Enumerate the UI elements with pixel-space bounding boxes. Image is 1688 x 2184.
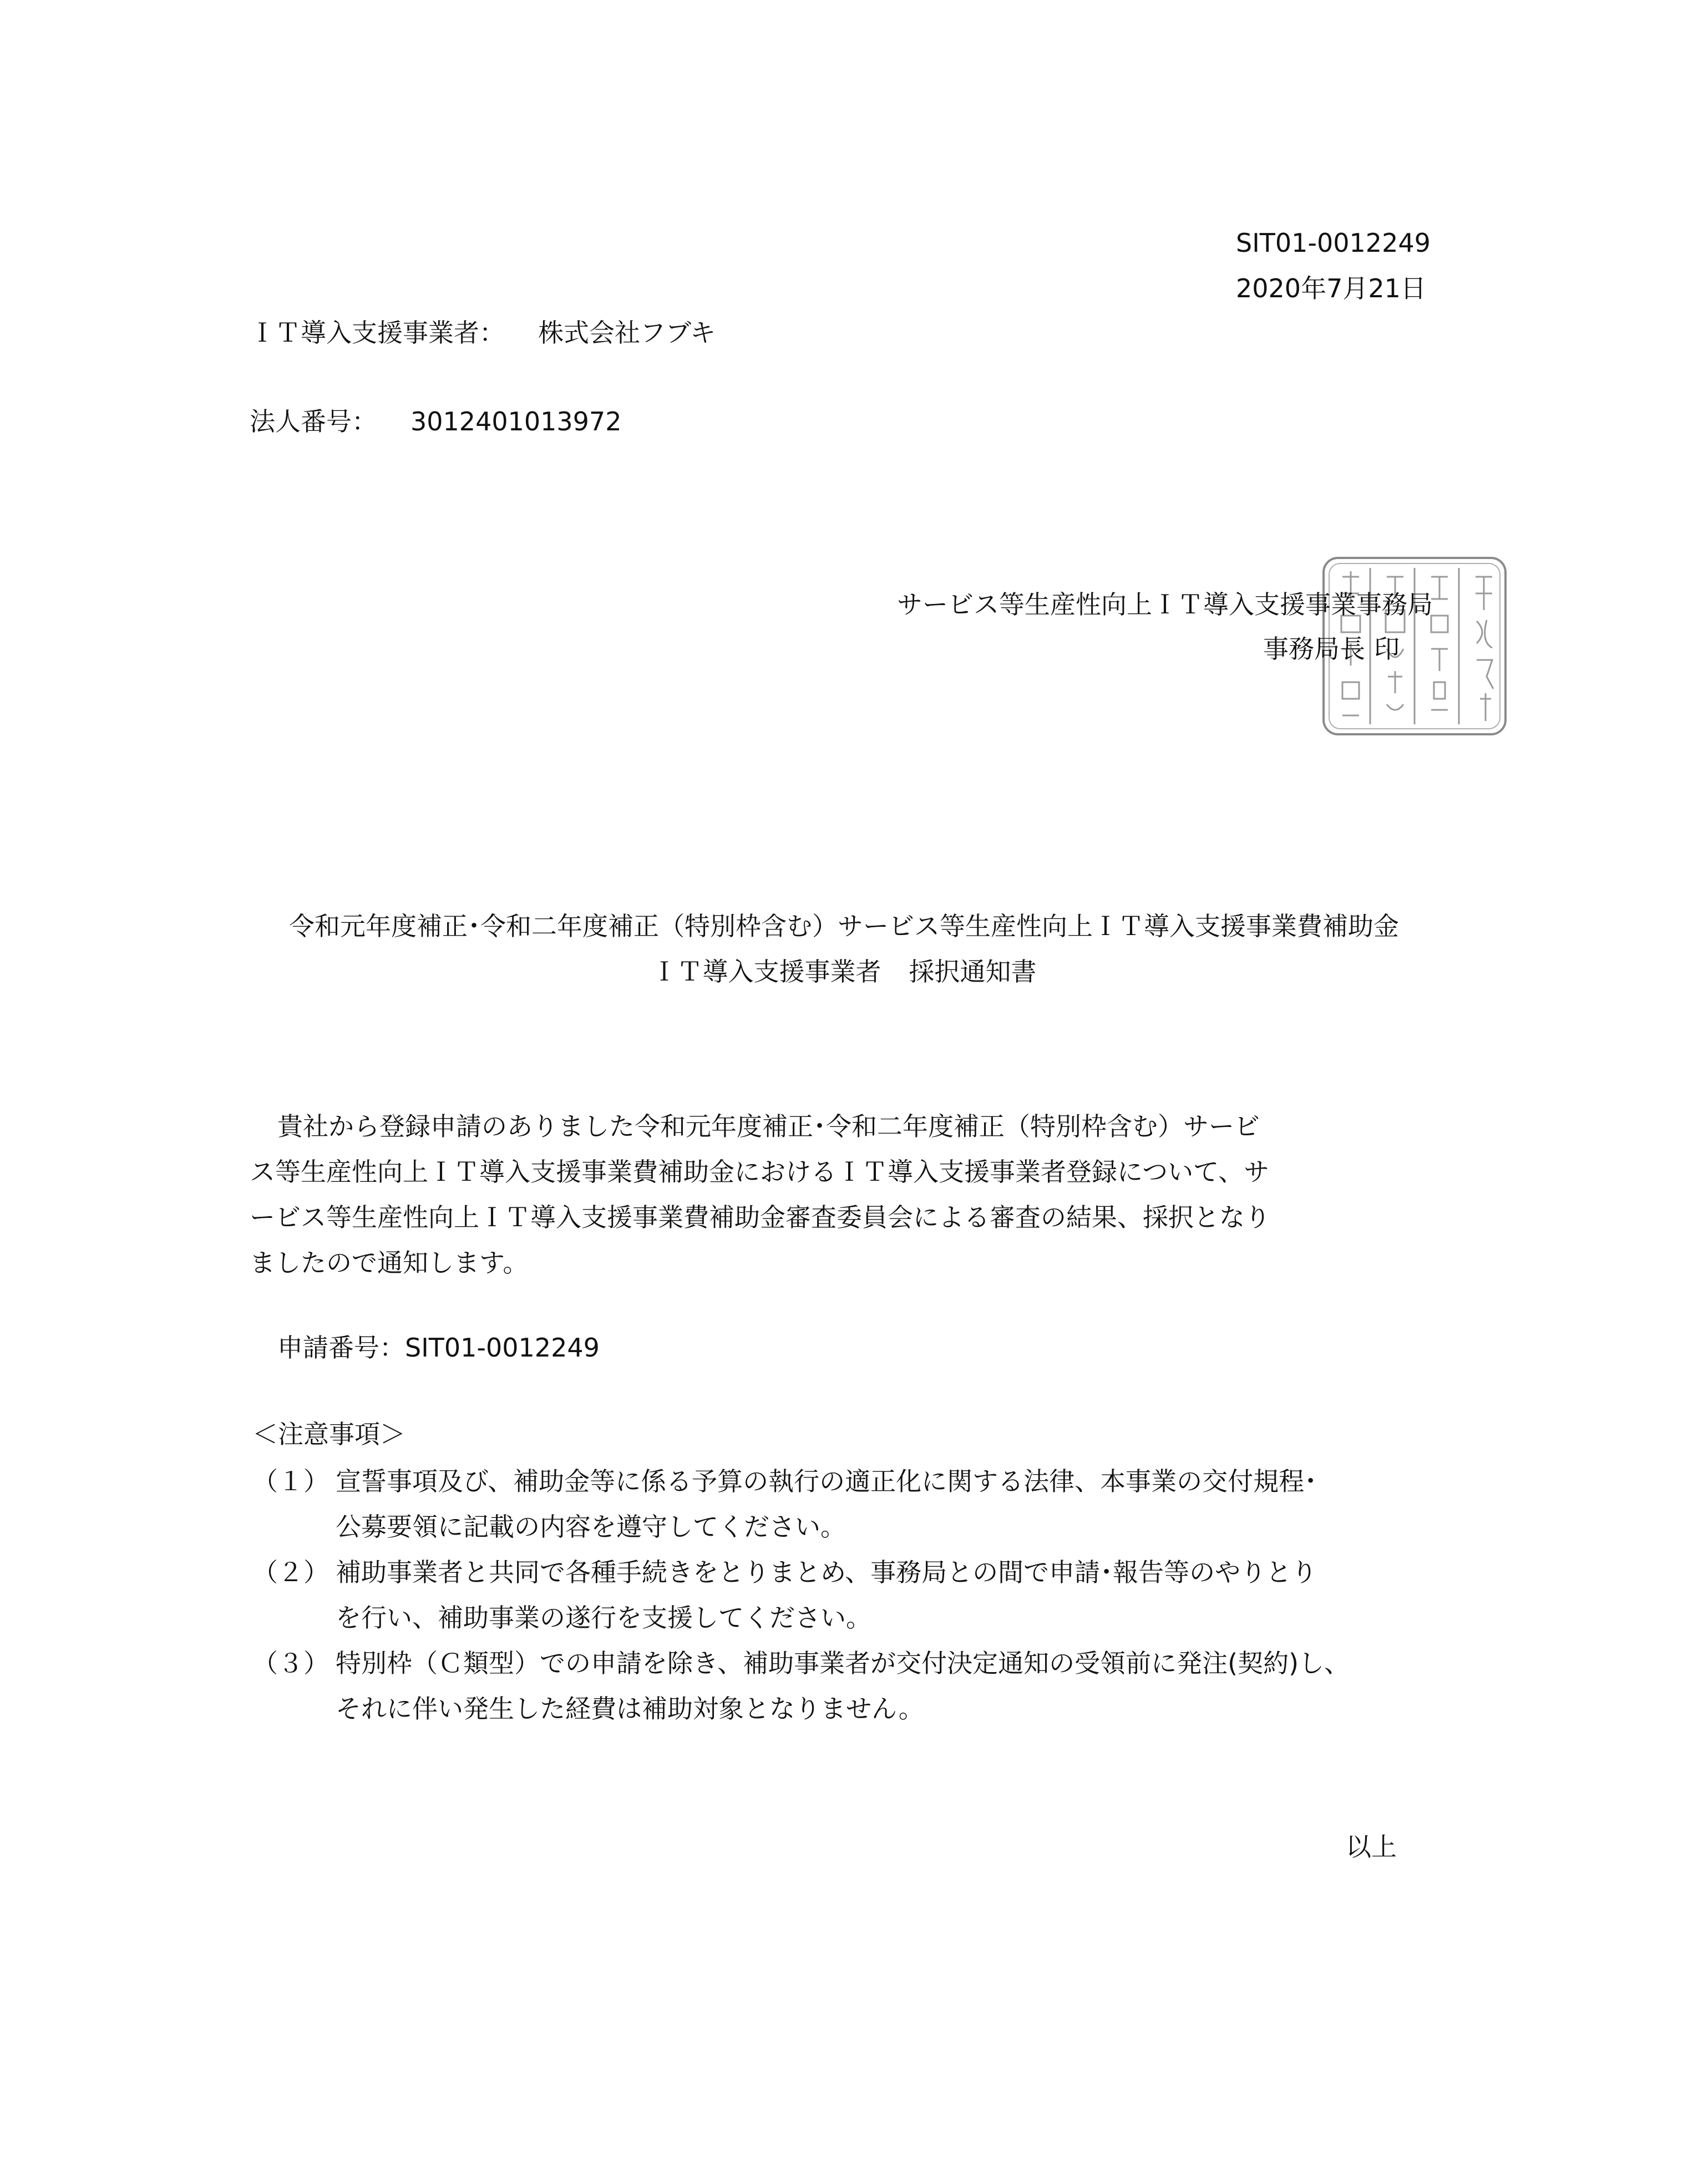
document-title-line2 bbox=[0, 955, 1688, 988]
recipient-line bbox=[250, 316, 716, 349]
corporate-number: 3012401013972 bbox=[410, 407, 622, 436]
note-text-continued: 公募要領に記載の内容を遵守してください。 bbox=[336, 1512, 846, 1542]
closing-mark: 以上 bbox=[1346, 1832, 1397, 1862]
note-text: 宣誓事項及び、補助金等に係る予算の執行の適正化に関する法律、本事業の交付規程･ bbox=[336, 1466, 1317, 1496]
issuer-head bbox=[1263, 632, 1400, 666]
corporate-number-label: 法人番号： bbox=[250, 407, 377, 436]
note-text-continued: を行い、補助事業の遂行を支援してください。 bbox=[336, 1603, 871, 1633]
note-number: （２） bbox=[252, 1557, 329, 1587]
document-title-line1: 令和元年度補正･令和二年度補正（特別枠含む）サービス等生産性向上ＩＴ導入支援事業費補助金 bbox=[289, 911, 1399, 941]
issuer-office: サービス等生産性向上ＩＴ導入支援事業事務局 bbox=[897, 590, 1433, 619]
corporate-number-line bbox=[250, 405, 621, 438]
reference-number: SIT01-0012249 bbox=[1236, 228, 1431, 258]
title-notice: 採択通知書 bbox=[909, 957, 1037, 987]
note-text-continued: それに伴い発生した経費は補助対象となりません。 bbox=[336, 1694, 924, 1724]
application-number-label: 申請番号： bbox=[277, 1333, 405, 1363]
note-text: 補助事業者と共同で各種手続きをとりまとめ、事務局との間で申請･報告等のやりとり bbox=[336, 1557, 1317, 1587]
body-line: ス等生産性向上ＩＴ導入支援事業費補助金におけるＩＴ導入支援事業者登録について、サ bbox=[250, 1157, 1270, 1187]
recipient-company: 株式会社フブキ bbox=[538, 318, 716, 348]
application-number: SIT01-0012249 bbox=[405, 1333, 600, 1363]
note-number: （１） bbox=[252, 1466, 329, 1496]
note-number: （３） bbox=[252, 1648, 329, 1678]
notes-title: ＜注意事項＞ bbox=[252, 1419, 405, 1449]
note-item bbox=[252, 1459, 1317, 1550]
body-line: ましたので通知します。 bbox=[250, 1248, 529, 1278]
note-text: 特別枠（Ｃ類型）での申請を除き、補助事業者が交付決定通知の受領前に発注(契約)し、 bbox=[336, 1648, 1350, 1678]
title-subject: ＩＴ導入支援事業者 bbox=[651, 957, 881, 987]
issuer-head-title: 事務局長 bbox=[1263, 634, 1365, 664]
note-item bbox=[252, 1550, 1317, 1640]
application-number-line bbox=[277, 1331, 600, 1364]
body-line: ービス等生産性向上ＩＴ導入支援事業費補助金審査委員会による審査の結果、採択となり bbox=[250, 1202, 1270, 1232]
recipient-label: ＩＴ導入支援事業者： bbox=[250, 318, 505, 348]
body-line: 貴社から登録申請のありました令和元年度補正･令和二年度補正（特別枠含む）サービ bbox=[277, 1111, 1260, 1141]
note-item bbox=[252, 1640, 1350, 1731]
issue-date: 2020年7月21日 bbox=[1236, 273, 1426, 303]
seal-mark: 印 bbox=[1374, 634, 1400, 664]
body-text bbox=[250, 1104, 1415, 1286]
